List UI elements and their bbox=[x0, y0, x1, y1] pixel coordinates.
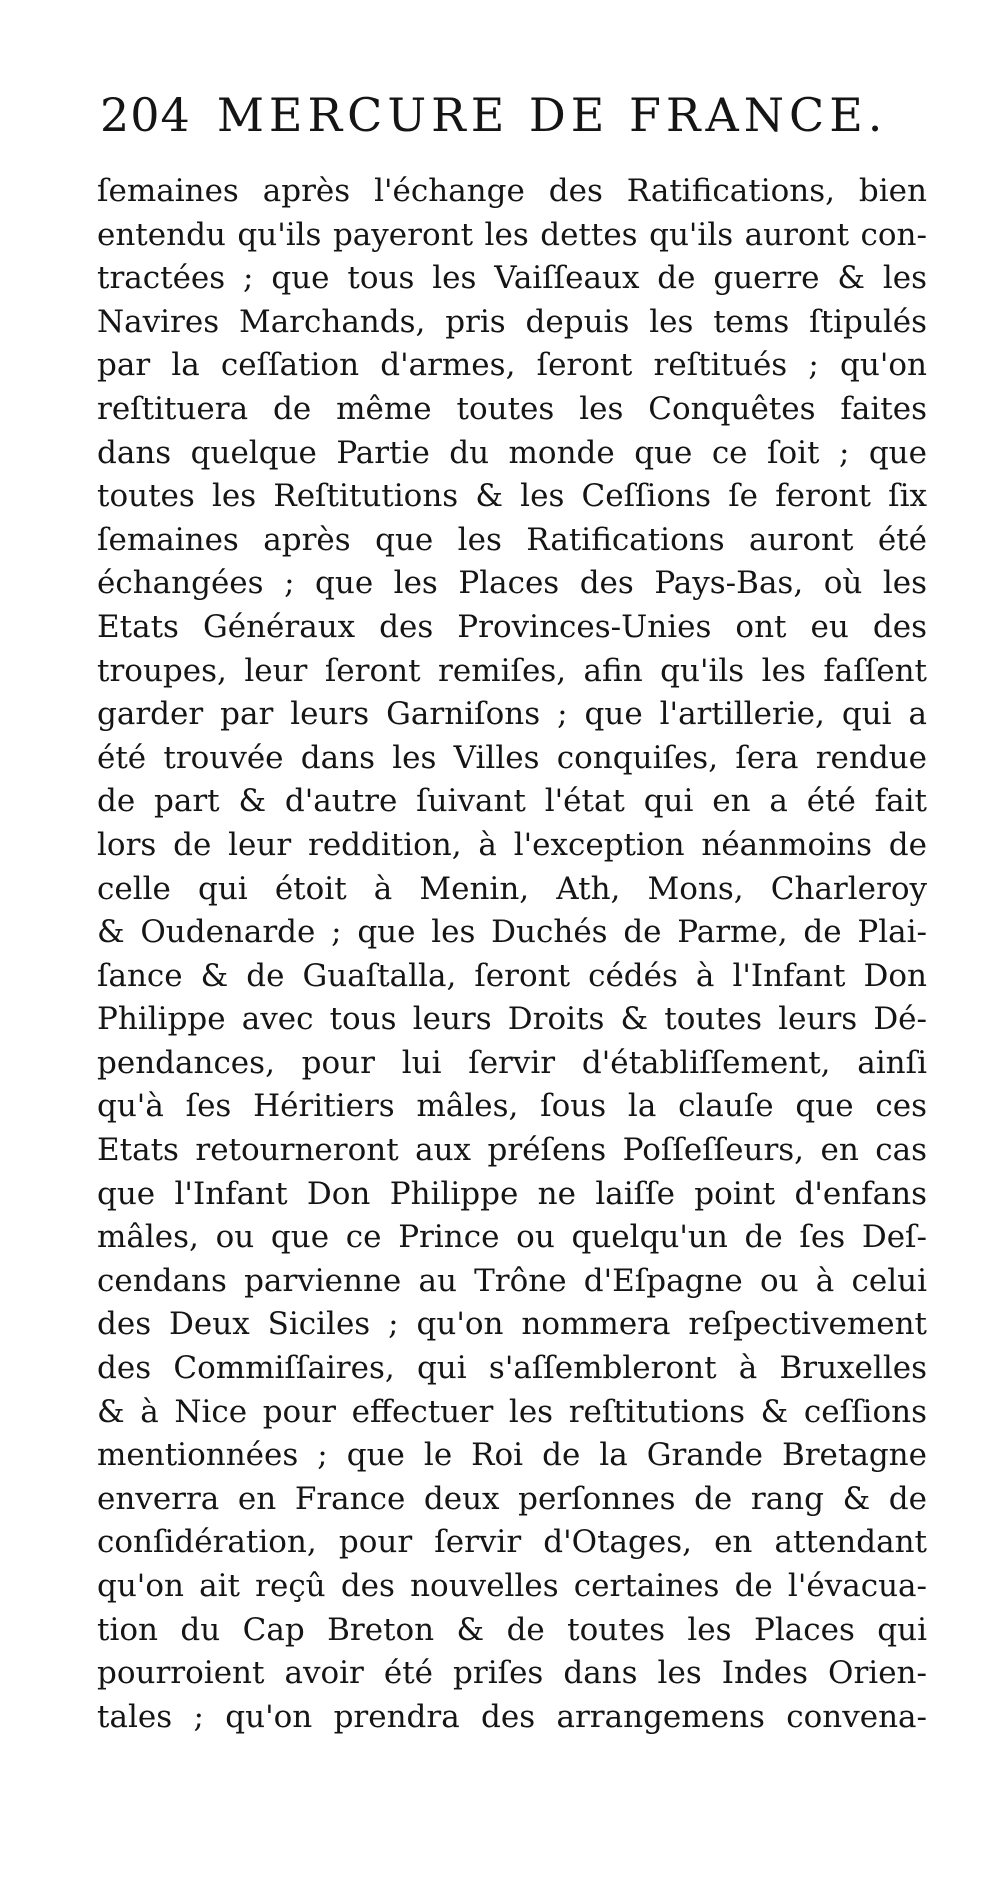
text-line: tractées ; que tous les Vaiſſeaux de guerre & les bbox=[97, 260, 927, 297]
text-line: par la ceſſation d'armes, ſeront reſtitués ; qu'on bbox=[97, 347, 927, 384]
text-line: Etats Généraux des Provinces-Unies ont eu des bbox=[97, 608, 927, 645]
text-line: été trouvée dans les Villes conquiſes, ſera rendue bbox=[97, 739, 927, 776]
text-line: lors de leur reddition, à l'exception néanmoins de bbox=[97, 826, 927, 863]
text-line: que l'Infant Don Philippe ne laiſſe point d'enfans bbox=[97, 1175, 927, 1212]
text-line: toutes les Reſtitutions & les Ceſſions ſe feront ſix bbox=[97, 478, 927, 515]
text-line: enverra en France deux perſonnes de rang & de bbox=[97, 1480, 927, 1517]
text-line: tales ; qu'on prendra des arrangemens convena- bbox=[97, 1698, 927, 1735]
text-line: cendans parvienne au Trône d'Eſpagne ou à celui bbox=[97, 1262, 927, 1299]
text-line: des Commiſſaires, qui s'aſſembleront à Bruxelles bbox=[97, 1350, 927, 1387]
text-line: de part & d'autre ſuivant l'état qui en a été fait bbox=[97, 783, 927, 820]
text-line: reſtituera de même toutes les Conquêtes faites bbox=[97, 390, 927, 427]
text-line: Philippe avec tous leurs Droits & toutes leurs Dé- bbox=[97, 1001, 927, 1038]
text-line: & à Nice pour effectuer les reſtitutions & ceſſions bbox=[97, 1393, 927, 1430]
text-line: mentionnées ; que le Roi de la Grande Bretagne bbox=[97, 1437, 927, 1474]
text-line: ſemaines après l'échange des Ratifications, bien bbox=[97, 173, 927, 209]
running-title: MERCURE DE FRANCE. bbox=[216, 88, 888, 142]
text-line: tion du Cap Breton & de toutes les Places qui bbox=[97, 1611, 927, 1648]
text-line: qu'à ſes Héritiers mâles, ſous la clauſe que ces bbox=[97, 1088, 927, 1125]
text-line: ſance & de Guaſtalla, ſeront cédés à l'Infant Don bbox=[97, 957, 927, 994]
text-line: pendances, pour lui ſervir d'établiſſement, ainſi bbox=[97, 1044, 927, 1081]
text-line: & Oudenarde ; que les Duchés de Parme, de Plai- bbox=[97, 914, 927, 951]
body-text bbox=[97, 170, 927, 1739]
text-line: mâles, ou que ce Prince ou quelqu'un de ſes Deſ- bbox=[97, 1219, 927, 1256]
running-header bbox=[100, 88, 920, 158]
text-line: Etats retourneront aux préſens Poſſeſſeurs, en cas bbox=[97, 1132, 927, 1169]
text-line: conſidération, pour ſervir d'Otages, en attendant bbox=[97, 1524, 927, 1561]
text-line: Navires Marchands, pris depuis les tems ſtipulés bbox=[97, 303, 927, 340]
text-line: celle qui étoit à Menin, Ath, Mons, Charleroy bbox=[97, 870, 927, 907]
text-line: garder par leurs Garniſons ; que l'artillerie, qui a bbox=[97, 696, 927, 733]
text-line: pourroient avoir été priſes dans les Indes Orien- bbox=[97, 1655, 927, 1692]
text-line: ſemaines après que les Ratifications auront été bbox=[97, 521, 927, 558]
text-line: échangées ; que les Places des Pays-Bas, où les bbox=[97, 565, 927, 602]
text-line: dans quelque Partie du monde que ce ſoit ; que bbox=[97, 434, 927, 471]
text-line: troupes, leur ſeront remiſes, afin qu'ils les faſſent bbox=[97, 652, 927, 689]
page-number: 204 bbox=[100, 88, 191, 142]
text-line: qu'on ait reçû des nouvelles certaines de l'évacua- bbox=[97, 1568, 927, 1604]
text-line: entendu qu'ils payeront les dettes qu'ils auront con- bbox=[97, 216, 927, 253]
text-line: des Deux Siciles ; qu'on nommera reſpectivement bbox=[97, 1306, 927, 1343]
